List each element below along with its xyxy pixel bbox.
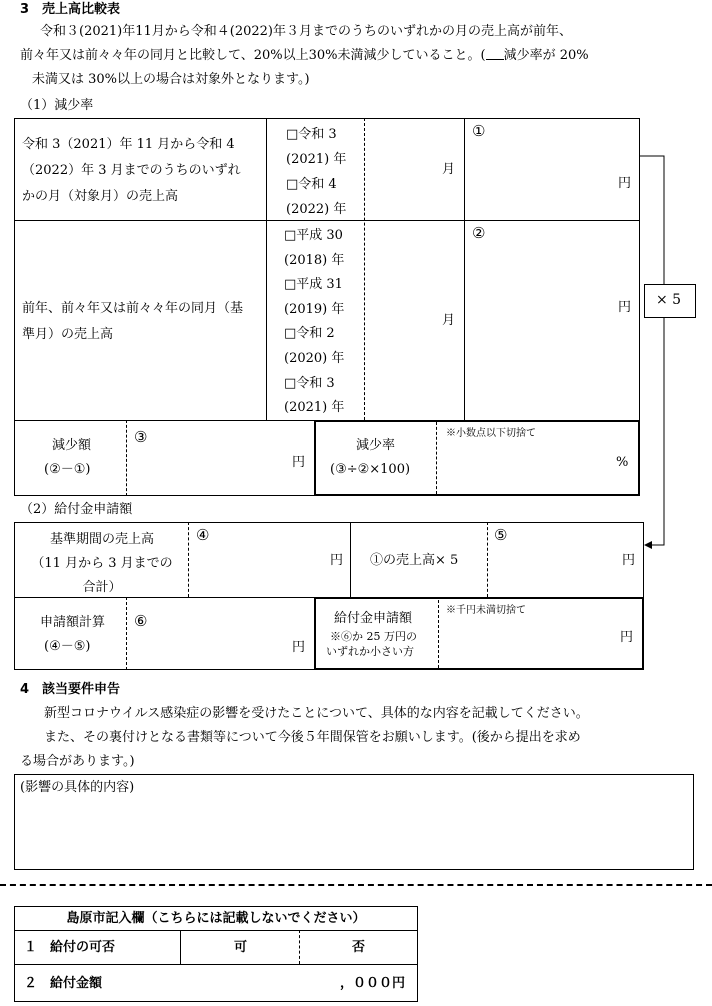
grant-amount-note2: いずれか小さい方 xyxy=(326,645,414,658)
percent-unit: % xyxy=(616,455,629,470)
section4-heading: 4 該当要件申告 xyxy=(20,682,121,697)
base-year-options[interactable]: □平成 30 (2018) 年 □平成 31 (2019) 年 □令和 2 (2020) 年 □令和 3 (2021) 年 xyxy=(284,228,345,416)
times5-sales-label: ①の売上高× 5 xyxy=(370,553,459,568)
section3-intro-line1: 令和３(2021)年11月から令和４(2022)年３月までのうちのいずれかの月の売上高が前年、 xyxy=(40,24,572,39)
grant-amount-label: 給付金申請額 xyxy=(334,611,413,626)
grant-amount-note1: ※⑥か 25 万円の xyxy=(330,630,417,643)
circle-1: ① xyxy=(472,122,486,140)
period-yen: 円 xyxy=(330,553,344,568)
section3-intro-line3: 未満又は 30%以上の場合は対象外となります。) xyxy=(32,72,310,87)
times5-label: × 5 xyxy=(656,292,682,308)
thousand-rounding-note: ※千円未満切捨て xyxy=(446,605,526,616)
approval-yes: 可 xyxy=(234,940,248,955)
base-period-sales-field[interactable] xyxy=(192,545,342,590)
application-calc-field[interactable] xyxy=(130,630,310,665)
target-year-options[interactable]: □令和 3 (2021) 年 □令和 4 (2022) 年 xyxy=(286,127,347,217)
impact-details-label: (影響の具体的内容) xyxy=(20,780,135,795)
sub1-heading: （1）減少率 xyxy=(20,98,94,113)
times5-sales-field[interactable] xyxy=(490,545,630,590)
circle-2: ② xyxy=(472,224,486,242)
section3-heading: 3 売上高比較表 xyxy=(20,2,121,17)
office-use-title: 島原市記入欄（こちらには記載しないでください） xyxy=(66,911,366,926)
decrease-rate-label: 減少率 xyxy=(356,438,396,453)
sub2-heading: （2）給付金申請額 xyxy=(20,502,133,517)
section4-line1: 新型コロナウイルス感染症の影響を受けたことについて、具体的な内容を記載してください。 xyxy=(44,706,589,721)
circle-5: ⑤ xyxy=(494,526,508,544)
decrease-rate-formula: (③÷②×100) xyxy=(330,462,411,477)
base-month-unit: 月 xyxy=(442,313,456,328)
grant-amount-yen: 円 xyxy=(620,630,634,645)
decrease-amount-formula: (②－①) xyxy=(44,462,91,477)
circle-6: ⑥ xyxy=(134,612,148,630)
circle-4: ④ xyxy=(196,526,210,544)
rounding-note: ※小数点以下切捨て xyxy=(446,428,536,439)
target-month-unit: 月 xyxy=(442,162,456,177)
circle-3: ③ xyxy=(134,428,148,446)
times5-yen: 円 xyxy=(622,553,636,568)
decrease-amount-yen: 円 xyxy=(292,455,306,470)
base-period-label: 基準期間の売上高 （11 月から 3 月までの 合計） xyxy=(31,532,173,595)
cut-line xyxy=(0,884,712,886)
base-yen: 円 xyxy=(618,300,632,315)
approval-no: 否 xyxy=(352,940,366,955)
application-calc-formula: (④－⑤) xyxy=(44,639,91,654)
grant-amount-field[interactable] xyxy=(442,622,612,662)
section4-line3: る場合があります。) xyxy=(20,754,135,769)
grant-amount-office-value: ，０００円 xyxy=(340,976,406,991)
target-month-label: 令和 3（2021）年 11 月から令和 4 （2022）年 3 月までのうちのいずれ かの月（対象月）の売上高 xyxy=(22,137,241,204)
arrow-left-icon xyxy=(644,541,652,549)
base-month-label: 前年、前々年又は前々々年の同月（基 準月）の売上高 xyxy=(22,301,244,342)
section4-line2: また、その裏付けとなる書類等について今後５年間保管をお願いします。(後から提出を求め xyxy=(44,730,581,745)
grant-amount-office-label: ２ 給付金額 xyxy=(24,976,103,991)
approval-label: １ 給付の可否 xyxy=(24,940,116,955)
application-calc-label: 申請額計算 xyxy=(40,615,106,630)
target-yen: 円 xyxy=(618,176,632,191)
section3-intro-line2: 前々年又は前々々年の同月と比較して、20%以上30%未満減少していること。( 減少率が 20% xyxy=(20,48,589,63)
calc-yen: 円 xyxy=(292,640,306,655)
decrease-amount-label: 減少額 xyxy=(52,438,92,453)
